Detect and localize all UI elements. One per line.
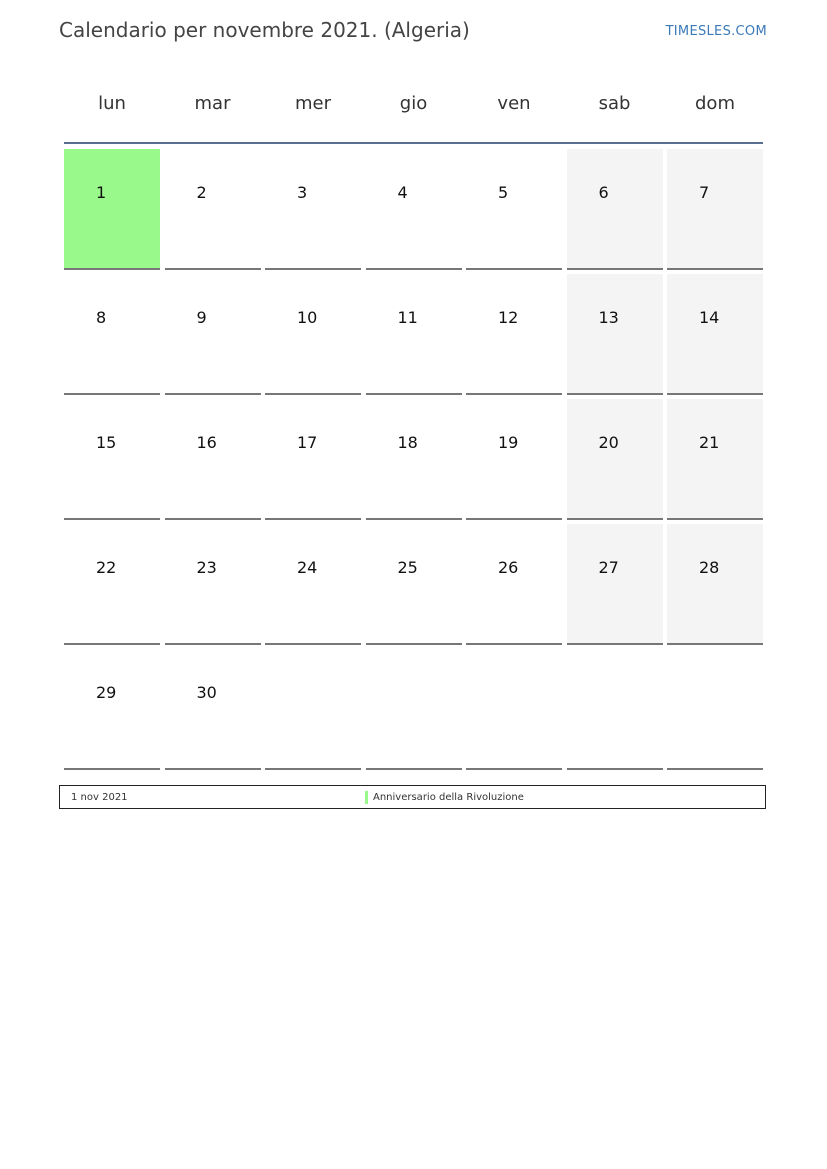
weekday-thu: gio [399,93,428,114]
day-cell [466,149,562,270]
day-cell [567,149,663,270]
day-number: 5 [498,183,509,202]
day-number: 23 [196,558,217,577]
day-number: 3 [297,183,308,202]
day-number: 24 [297,558,318,577]
day-cell [466,399,562,520]
page-title: Calendario per novembre 2021. (Algeria) [59,18,470,42]
day-number: 4 [397,183,408,202]
calendar-grid [64,149,763,770]
day-cell [165,149,261,270]
day-number: 19 [498,433,519,452]
day-number: 11 [397,308,418,327]
day-cell [567,399,663,520]
day-cell [165,524,261,645]
day-number: 17 [297,433,318,452]
day-cell [366,274,462,395]
weekday-fri: ven [497,93,531,114]
day-number: 16 [196,433,217,452]
day-cell [667,274,763,395]
day-number: 21 [699,433,720,452]
day-cell [366,149,462,270]
day-cell [366,399,462,520]
day-cell [64,274,160,395]
day-number: 26 [498,558,519,577]
day-number: 15 [96,433,117,452]
day-cell [265,399,361,520]
day-number: 10 [297,308,318,327]
day-cell [466,524,562,645]
day-cell [366,524,462,645]
day-cell [165,274,261,395]
weekday-sun: dom [695,93,735,114]
day-number: 14 [699,308,720,327]
day-cell [265,524,361,645]
header-rule [64,142,763,144]
holiday-legend [59,785,766,809]
day-number: 30 [196,683,217,702]
day-cell [165,399,261,520]
day-cell [567,524,663,645]
weekday-wed: mer [294,93,331,114]
day-cell [567,649,663,770]
day-number: 2 [196,183,207,202]
legend-date: 1 nov 2021 [71,792,128,803]
day-number: 27 [598,558,619,577]
day-number: 29 [96,683,117,702]
day-number: 7 [699,183,710,202]
day-number: 13 [598,308,619,327]
weekday-tue: mar [194,93,231,114]
day-cell [64,149,160,270]
day-cell [567,274,663,395]
day-number: 20 [598,433,619,452]
day-number: 8 [96,308,107,327]
brand-link[interactable]: TIMESLES.COM [665,24,767,39]
weekday-header [64,80,763,128]
day-cell [64,649,160,770]
weekday-mon: lun [98,93,126,114]
day-cell [64,399,160,520]
day-number: 6 [598,183,609,202]
legend-holiday-name: Anniversario della Rivoluzione [373,792,524,803]
day-number: 28 [699,558,720,577]
day-number: 1 [96,183,107,202]
day-cell [667,399,763,520]
day-number: 18 [397,433,418,452]
day-number: 25 [397,558,418,577]
day-cell [64,524,160,645]
day-cell [265,274,361,395]
day-number: 22 [96,558,117,577]
weekday-sat: sab [598,93,631,114]
day-cell [466,274,562,395]
day-cell [667,149,763,270]
day-cell [165,649,261,770]
day-number: 12 [498,308,519,327]
day-cell [366,649,462,770]
day-number: 9 [196,308,207,327]
day-cell [265,149,361,270]
day-cell [265,649,361,770]
day-cell [667,524,763,645]
day-cell [667,649,763,770]
legend-marker [365,791,368,804]
day-cell [466,649,562,770]
